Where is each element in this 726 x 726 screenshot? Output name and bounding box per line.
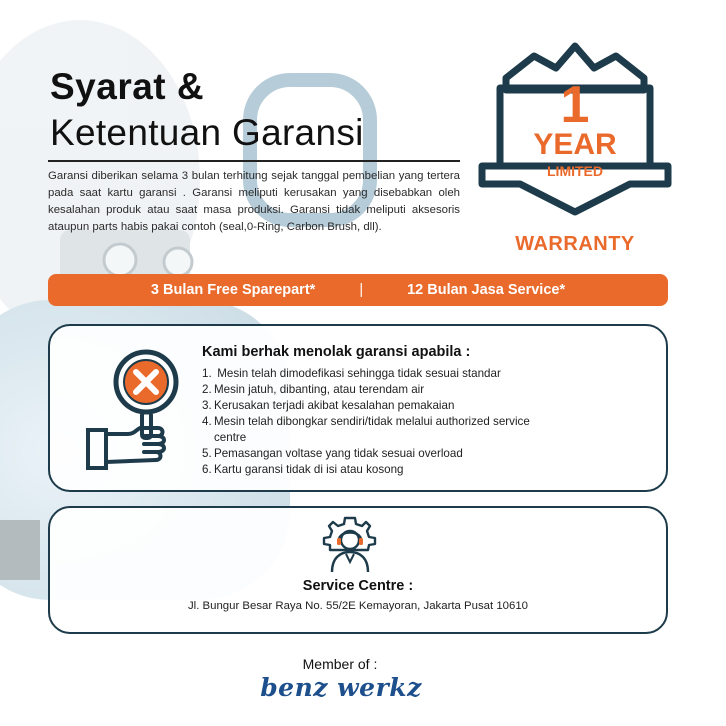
badge-warranty: WARRANTY <box>515 233 635 255</box>
title-divider <box>48 160 460 162</box>
service-centre-address: Jl. Bungur Besar Raya No. 55/2E Kemayoran, Jakarta Pusat 10610 <box>187 600 528 612</box>
badge-limited: LIMITED <box>547 163 603 179</box>
benz-werkz-logo: benz werkz <box>260 673 422 702</box>
service-agent-gear-icon <box>320 516 380 574</box>
list-item: 4. Mesin telah dibongkar sendiri/tidak melalui authorized service centre <box>202 415 530 444</box>
list-item: 3. Kerusakan terjadi akibat kesalahan pemakaian <box>202 399 455 412</box>
badge-year: YEAR <box>533 128 617 161</box>
member-of-label: Member of : <box>302 656 378 672</box>
page-title-line-1: Syarat & <box>50 66 205 107</box>
sparepart-coverage-text: 3 Bulan Free Sparepart* <box>150 282 316 298</box>
service-centre-title: Service Centre : <box>302 578 414 594</box>
rejection-conditions-card <box>48 324 668 492</box>
service-centre-card <box>48 506 668 634</box>
page-title-line-2: Ketentuan Garansi <box>50 112 364 153</box>
badge-number: 1 <box>560 76 590 134</box>
rejection-title: Kami berhak menolak garansi apabila : <box>202 344 471 360</box>
rejection-list <box>202 366 562 478</box>
coverage-separator: | <box>359 282 364 298</box>
intro-paragraph: Garansi diberikan selama 3 bulan terhitung sejak tanggal pembelian yang tertera pada saat kartu garansi . Garansi meliputi kerusakan yang disebabkan oleh kesalahan produk atau saat masa produksi. Garansi tidak meliputi aksesoris ataupun parts habis pakai contoh (seal,0-Ring, Carbon Brush, dll). <box>48 170 460 233</box>
list-item: 5. Pemasangan voltase yang tidak sesuai overload <box>202 447 463 460</box>
list-item: 2. Mesin jatuh, dibanting, atau terendam air <box>202 383 425 396</box>
warranty-badge <box>470 26 680 262</box>
reject-hand-magnifier-icon <box>84 344 184 474</box>
warranty-coverage-bar <box>48 274 668 306</box>
list-item: 1. Mesin telah dimodefikasi sehingga tidak sesuai standar <box>202 367 501 380</box>
service-coverage-text: 12 Bulan Jasa Service* <box>407 282 566 298</box>
list-item: 6. Kartu garansi tidak di isi atau kosong <box>202 463 404 476</box>
